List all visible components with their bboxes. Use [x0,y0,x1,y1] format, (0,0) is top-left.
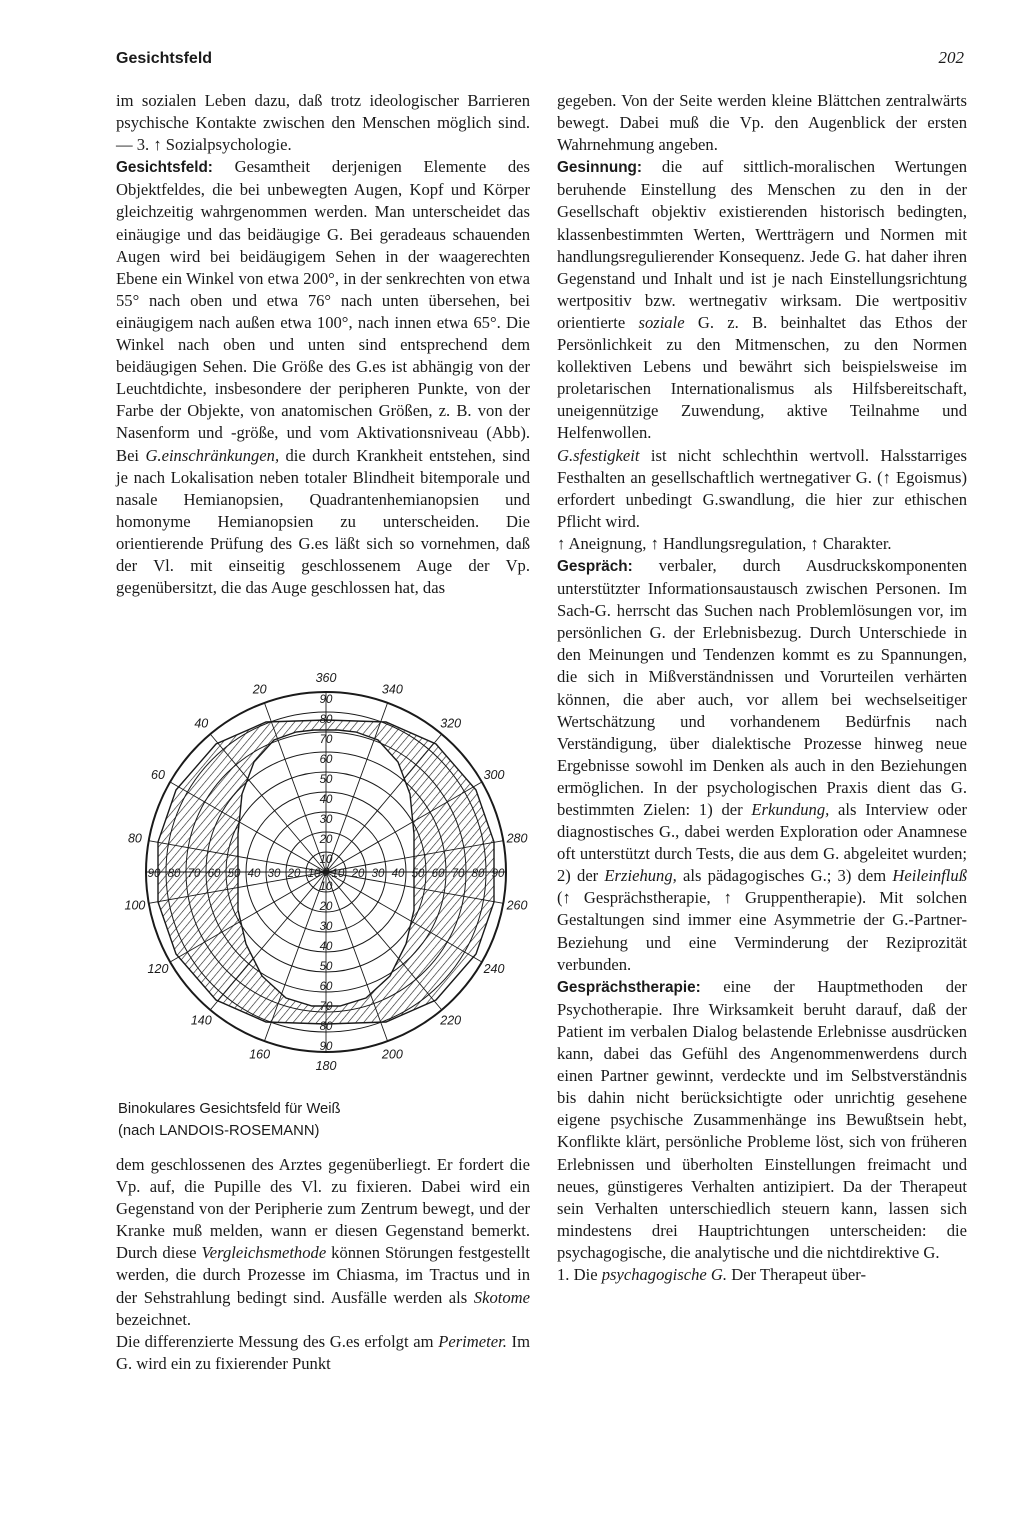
eccentricity-label: 80 [471,868,485,880]
entry-term: Gesichtsfeld: [116,159,213,177]
eccentricity-label: 60 [319,754,333,766]
italic-term: psychagogische G. [601,1264,728,1284]
left-column-top [116,90,530,599]
eccentricity-label: 90 [491,868,505,880]
eccentricity-label: 80 [319,714,333,726]
entry-gesichtsfeld [116,156,530,599]
running-head: Gesichtsfeld [116,50,213,67]
eccentricity-label: 50 [227,868,241,880]
eccentricity-label: 90 [319,1041,333,1053]
text: Die differenzierte Messung des G.es erfolgt am [116,1331,439,1351]
eccentricity-label: 70 [187,868,201,880]
eccentricity-label: 70 [319,1001,333,1013]
entry-text: Gesamtheit derjenigen Elemente des Objektfeldes, die bei unbewegten Augen, Kopf und Körper gleichzeitig wahrgenommen werden. Man unterscheidet das einäugige und das beidäugige G. Bei geradeaus schauenden Augen wird bei beidäugigem Sehen in der waagerechten Ebene ein Winkel von etwa 200°, in der senkrechten von etwa 55° nach oben und etwa 76° nach unten übersehen, bei einäugigem nach außen etwa 100°, nach innen etwa 65°. Die Winkel nach oben und unten sind entsprechend dem beidäugigen Sehen. Die Größe des G.es ist abhängig von der Leuchtdichte, insbesondere der peripheren Punkte, von der Farbe der Objekte, von anatomischen Größen, z. B. von der Nasenform und -größe, und vom Aktivationsniveau (Abb). Bei [116,157,530,465]
eccentricity-label: 60 [431,868,445,880]
perimeter-chart [118,671,530,1080]
entry-gespraechstherapie [557,976,967,1264]
paragraph [116,1331,530,1375]
meridian-label: 200 [381,1047,403,1062]
paragraph: gegeben. Von der Seite werden kleine Blättchen zentralwärts bewegt. Dabei muß die Vp. den Augenblick der ersten Wahrnehmung angeben. [557,91,967,155]
meridian-label: 300 [483,768,505,782]
meridian-label: 160 [249,1047,271,1062]
entry-text: verbaler, durch Ausdruckskomponenten unterstützter Informationsaustausch zwischen Personen. Im Sach-G. herrscht das Suchen nach Problemlösungen vor, im persönlichen G. der Erlebnisbezug. Durch Unterschiede in den Meinungen und Tendenzen kommt es zu Spannungen, die sich in Mißverständnissen und Vorurteilen verhärten können, die aber auch, vor allem bei wechselseitiger Wertschätzung und vorhandenem Bedürfnis nach Verständigung, über dialektische Prozesse hinweg neue Ergebnisse sowohl im Denken als auch in den Beziehungen ermöglichen. In der psychologischen Praxis dient das G. bestimmten Zielen: 1) der [557,555,967,819]
meridian-label: 40 [194,716,209,731]
meridian-label: 320 [440,716,462,731]
eccentricity-label: 90 [319,694,333,706]
entry-term: Gesprächstherapie: [557,978,701,996]
entry-term: Gesinnung: [557,159,642,177]
entry-gespraech [557,555,967,976]
italic-term: G.einschränkungen, [145,445,280,465]
eccentricity-label: 70 [451,868,465,880]
text: Im G. wird ein zu fixierender Punkt [116,1331,530,1373]
eccentricity-label: 20 [351,868,365,880]
eccentricity-label: 30 [319,814,333,826]
caption-line: (nach LANDOIS-ROSEMANN) [118,1123,320,1139]
eccentricity-label: 50 [411,868,425,880]
italic-term: Vergleichsmethode [201,1243,327,1263]
italic-term: Erkundung, [751,800,830,819]
meridian-label: 60 [151,768,165,782]
eccentricity-label: 10 [319,854,333,866]
paragraph [557,1264,967,1286]
meridian-label: 340 [381,682,403,697]
text: dem geschlossenen des Arztes gegenüberliegt. Er fordert die Vp. auf, die Pupille des Vl. zu fixieren. Dabei wird ein Gegenstand von der Peripherie zum Zentrum bewegt, und der Kranke muß melden, wann er diesen Gegenstand bemerkt. Durch diese [116,1155,530,1263]
entry-text: (↑ Gesprächstherapie, ↑ Gruppentherapie). Mit solchen Gestaltungen sind immer eine Asymmetrie der G.-Partner-Beziehung und eine Verminderung der Reziprozität verbunden. [557,888,967,974]
text: bezeichnet. [116,1309,192,1329]
left-column-bottom [116,1154,530,1375]
text: Der Therapeut über- [727,1264,867,1284]
italic-term: G.sfestigkeit [557,445,640,465]
eccentricity-label: 80 [167,868,181,880]
meridian-label: 20 [252,682,267,697]
eccentricity-label: 20 [319,901,333,913]
cross-references: ↑ Aneignung, ↑ Handlungsregulation, ↑ Charakter. [557,533,892,553]
eccentricity-label: 50 [319,961,333,973]
meridian-label: 280 [506,831,528,846]
page-number: 202 [938,48,964,67]
meridian-label: 360 [315,671,337,685]
paragraph [557,445,967,533]
entry-text: als Interview oder diagnostisches G., dabei werden Exploration oder Anamnese oft unterstützt durch Tests, die aus dem G. abgeleitet wurden; 2) der [557,800,967,886]
figure-caption [118,1098,518,1142]
text: ist nicht schlechthin wertvoll. Halsstarriges Festhalten an gesellschaftlich wertnegativer G. (↑ Egoismus) erfordert unbedingt G.swandlung, die hier zur ethischen Pflicht wird. [557,445,967,531]
meridian-label: 240 [483,962,505,976]
text: können Störungen festgestellt werden, die durch Prozesse im Chiasma, im Tractus und in der Sehstrahlung bedingt sind. Ausfälle werden als [116,1243,530,1307]
eccentricity-label: 40 [391,868,405,880]
italic-term: Heileinfluß [892,866,967,886]
meridian-label: 260 [506,898,528,913]
center-label: 0 [322,867,330,879]
eccentricity-label: 10 [319,881,333,893]
paragraph: im sozialen Leben dazu, daß trotz ideologischer Barrieren psychische Kontakte zwischen den Menschen möglich sind. — 3. ↑ Sozialpsychologie. [116,91,530,155]
text: 1. Die [557,1264,602,1284]
meridian-label: 80 [127,831,142,846]
eccentricity-label: 30 [319,921,333,933]
entry-term: Gespräch: [557,557,633,575]
eccentricity-label: 20 [287,868,301,880]
eccentricity-label: 20 [319,834,333,846]
entry-text: eine der Hauptmethoden der Psychotherapie. Ihre Wirksamkeit beruht darauf, daß der Patient im verbalen Dialog belastende Erlebnisse ausdrücken kann, dabei das Gefühl des Angenommenwerdens durch einen Partner gewinnt, verdeckte und im Selbstverständnis bis dahin nicht berücksichtigte oder unrichtig gesehene eigene psychische Zusammenhänge ins Bewußtsein hebt, Konflikte klärt, persönliche Probleme löst, sich von früheren Erlebnissen und überholten Einstellungen freimacht und neues, günstigeres Verhalten antizipiert. Da der Therapeut sein Verhalten unterschiedlich steuern kann, lassen sich mindestens drei Hauptrichtungen unterscheiden: die psychagogische, die analytische und die nichtdirektive G. [557,976,967,1262]
meridian-label: 100 [124,898,146,913]
entry-gesinnung [557,156,967,444]
eccentricity-label: 60 [207,868,221,880]
eccentricity-label: 60 [319,981,333,993]
visual-field-diagram [118,671,530,1080]
eccentricity-label: 30 [371,868,385,880]
eccentricity-label: 30 [267,868,281,880]
meridian-label: 140 [190,1013,212,1028]
meridian-label: 120 [147,962,169,976]
entry-text: die durch Krankheit entstehen, sind je nach Lokalisation neben totaler Blindheit bitemporale und nasale Hemianopsien, Quadrantenhemianopsien und homonyme Hemianopsien zu unterscheiden. Die orientierende Prüfung des G.es läßt sich so vornehmen, daß der Vl. mit einseitig geschlossenem Auge der Vp. gegenübersitzt, die das Auge geschlossen hat, das [116,445,530,598]
entry-text: als pädagogisches G.; 3) dem [676,866,893,886]
entry-text: die auf sittlich-moralischen Wertungen beruhende Einstellung des Menschen zu den in der Gesellschaft objektiv existierenden historisch bedingten, klassenbestimmten Werten, Wertträgern und Normen mit handlungsregulierender Konsequenz. Jede G. hat daher ihren Gegenstand und Inhalt und ist je nach Einstellungsrichtung wertpositiv bzw. wertnegativ wirksam. Die wertpositiv orientierte [557,157,967,332]
eccentricity-label: 10 [307,868,321,880]
eccentricity-label: 40 [247,868,261,880]
caption-line: Binokulares Gesichtsfeld für Weiß [118,1101,341,1117]
eccentricity-label: 40 [319,794,333,806]
eccentricity-label: 70 [319,734,333,746]
eccentricity-label: 90 [147,868,161,880]
italic-term: Skotome [473,1287,530,1307]
meridian-label: 180 [315,1059,337,1073]
paragraph [116,1154,530,1331]
italic-term: soziale [638,312,685,332]
right-column [557,90,967,1286]
entry-text: G. z. B. beinhaltet das Ethos der Persönlichkeit zu den Mitmenschen, zu den Normen kollektiven Lebens und bewährt sich beispielsweise im proletarischen Internationalismus als Hilfsbereitschaft, uneigennützige Zuwendung, aktive Teilnahme und Helfenwollen. [557,312,967,443]
italic-term: Perimeter. [438,1331,507,1351]
italic-term: Erziehung, [604,866,677,886]
eccentricity-label: 80 [319,1021,333,1033]
meridian-label: 220 [440,1013,462,1028]
eccentricity-label: 10 [331,868,345,880]
eccentricity-label: 40 [319,941,333,953]
eccentricity-label: 50 [319,774,333,786]
